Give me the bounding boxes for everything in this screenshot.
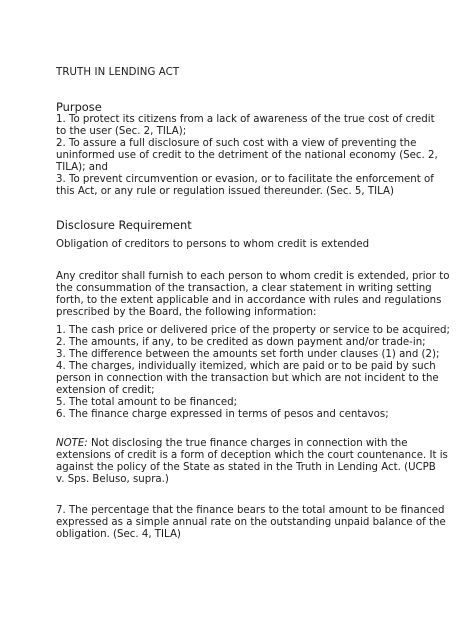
disclosure-heading: Disclosure Requirement xyxy=(56,218,192,232)
disclosure-list-line: person in connection with the transaction but which are not incident to the xyxy=(56,373,439,384)
disclosure-intro-line: Any creditor shall furnish to each person to whom credit is extended, prior to xyxy=(56,271,450,282)
purpose-heading: Purpose xyxy=(56,100,102,114)
item7-line: 7. The percentage that the finance bears to the total amount to be financed xyxy=(56,505,445,516)
item7-line: obligation. (Sec. 4, TILA) xyxy=(56,529,181,540)
disclosure-list-line: 5. The total amount to be financed; xyxy=(56,397,238,408)
note-line: extensions of credit is a form of deception which the court countenance. It is xyxy=(56,450,448,461)
purpose-line: 1. To protect its citizens from a lack of awareness of the true cost of credit xyxy=(56,114,435,125)
purpose-line: this Act, or any rule or regulation issued thereunder. (Sec. 5, TILA) xyxy=(56,186,394,197)
disclosure-list-line: 6. The finance charge expressed in terms of pesos and centavos; xyxy=(56,409,389,420)
disclosure-list-line: 1. The cash price or delivered price of the property or service to be acquired; xyxy=(56,325,450,336)
note-label: NOTE: xyxy=(56,438,88,449)
document-title: TRUTH IN LENDING ACT xyxy=(56,67,180,78)
disclosure-list-line: 4. The charges, individually itemized, which are paid or to be paid by such xyxy=(56,361,436,372)
note-line: against the policy of the State as stated in the Truth in Lending Act. (UCPB xyxy=(56,462,436,473)
disclosure-list-line: 3. The difference between the amounts set forth under clauses (1) and (2); xyxy=(56,349,440,360)
disclosure-intro-line: prescribed by the Board, the following information: xyxy=(56,307,317,318)
note-text: Not disclosing the true finance charges in connection with the xyxy=(87,438,408,449)
disclosure-list-line: 2. The amounts, if any, to be credited as down payment and/or trade-in; xyxy=(56,337,426,348)
note-line: v. Sps. Beluso, supra.) xyxy=(56,474,169,485)
disclosure-list-line: extension of credit; xyxy=(56,385,155,396)
disclosure-subtitle: Obligation of creditors to persons to whom credit is extended xyxy=(56,239,370,250)
item7-line: expressed as a simple annual rate on the outstanding unpaid balance of the xyxy=(56,517,446,528)
purpose-line: uninformed use of credit to the detriment of the national economy (Sec. 2, xyxy=(56,150,438,161)
purpose-line: 3. To prevent circumvention or evasion, or to facilitate the enforcement of xyxy=(56,174,434,185)
purpose-line: to the user (Sec. 2, TILA); xyxy=(56,126,187,137)
disclosure-intro-line: the consummation of the transaction, a clear statement in writing setting xyxy=(56,283,432,294)
disclosure-intro-line: forth, to the extent applicable and in accordance with rules and regulations xyxy=(56,295,442,306)
purpose-line: 2. To assure a full disclosure of such cost with a view of preventing the xyxy=(56,138,417,149)
purpose-line: TILA); and xyxy=(56,162,108,173)
